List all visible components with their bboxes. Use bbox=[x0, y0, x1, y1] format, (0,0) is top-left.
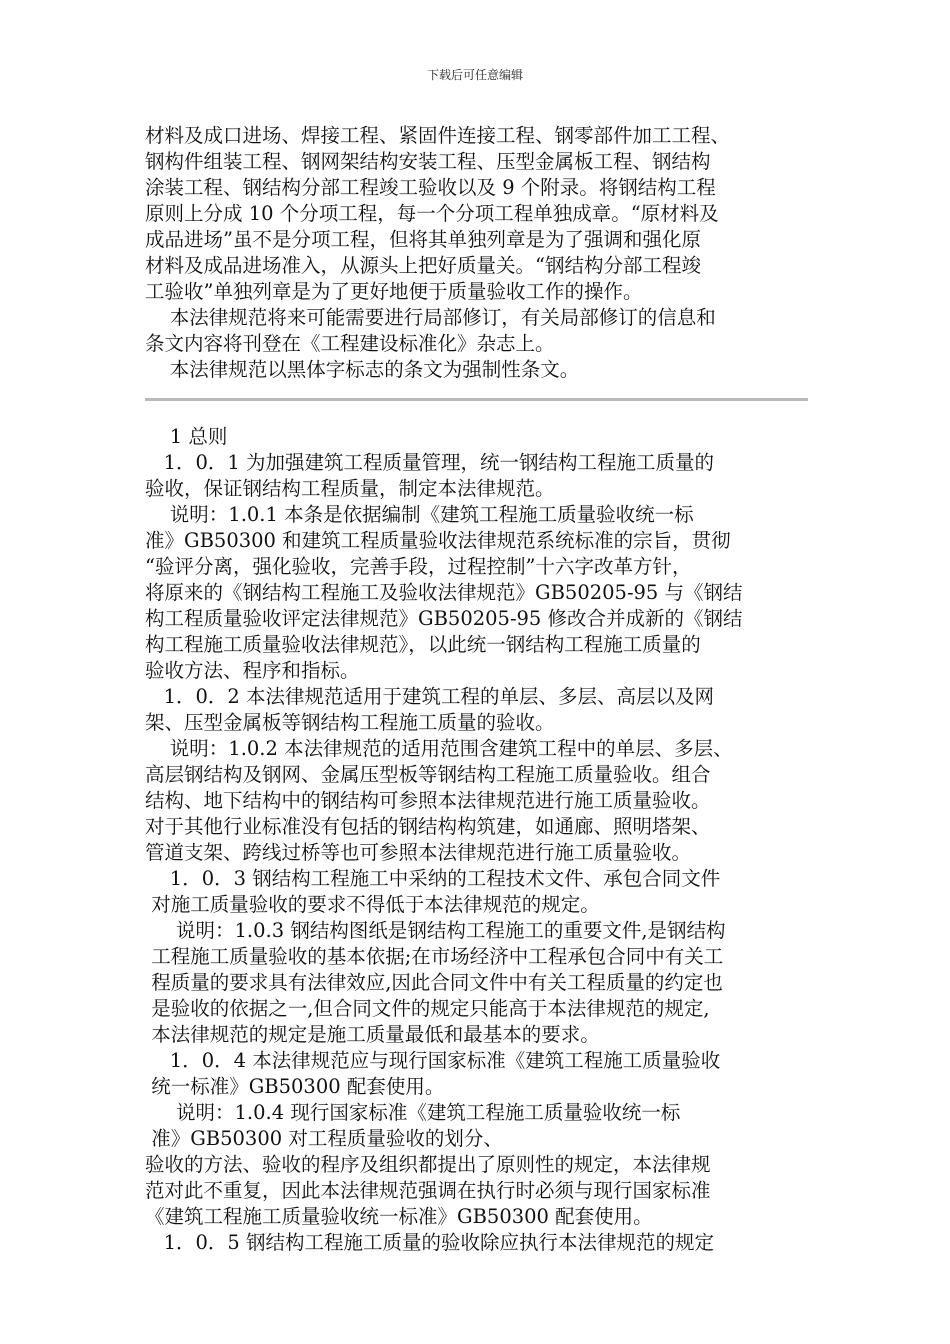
text-line: 材料及成口进场、焊接工程、紧固件连接工程、钢零部件加工工程、 bbox=[145, 124, 731, 147]
text-line: 本法律规范将来可能需要进行局部修订，有关局部修订的信息和 bbox=[145, 306, 716, 329]
text-line: 本法律规范以黑体字标志的条文为强制性条文。 bbox=[145, 358, 580, 381]
text-line: 本法律规范的规定是施工质量最低和最基本的要求。 bbox=[145, 1023, 600, 1046]
text-line: 说明：1.0.1 本条是依据编制《建筑工程施工质量验收统一标 bbox=[145, 503, 694, 526]
text-line: 1．0．2 本法律规范适用于建筑工程的单层、多层、高层以及网 bbox=[145, 685, 715, 708]
text-line: 说明：1.0.4 现行国家标准《建筑工程施工质量验收统一标 bbox=[145, 1101, 681, 1124]
text-line: 对于其他行业标准没有包括的钢结构构筑建，如通廊、照明塔架、 bbox=[145, 815, 711, 838]
text-line: 成品进场”虽不是分项工程，但将其单独列章是为了强调和强化原 bbox=[145, 228, 701, 251]
text-line: 1．0．1 为加强建筑工程质量管理，统一钢结构工程施工质量的 bbox=[145, 451, 715, 474]
text-line: 《建筑工程施工质量验收统一标准》GB50300 配套使用。 bbox=[145, 1205, 653, 1228]
text-line: “验评分离，强化验收，完善手段，过程控制”十六字改革方针， bbox=[145, 555, 692, 578]
text-line: 工程施工质量验收的基本依据;在市场经济中工程承包合同中有关工 bbox=[145, 945, 724, 968]
text-line: 验收方法、程序和指标。 bbox=[145, 659, 360, 682]
text-line: 对施工质量验收的要求不得低于本法律规范的规定。 bbox=[145, 893, 600, 916]
text-line: 管道支架、跨线过桥等也可参照本法律规范进行施工质量验收。 bbox=[145, 841, 692, 864]
text-line: 说明：1.0.3 钢结构图纸是钢结构工程施工的重要文件,是钢结构 bbox=[145, 919, 726, 942]
text-line: 说明：1.0.2 本法律规范的适用范围含建筑工程中的单层、多层、 bbox=[145, 737, 733, 760]
text-line: 统一标准》GB50300 配套使用。 bbox=[145, 1075, 445, 1098]
text-line: 钢构件组装工程、钢网架结构安装工程、压型金属板工程、钢结构 bbox=[145, 150, 711, 173]
general-provisions-section bbox=[145, 424, 810, 1256]
text-line: 构工程施工质量验收法律规范》，以此统一钢结构工程施工质量的 bbox=[145, 633, 701, 656]
text-line: 准》GB50300 对工程质量验收的划分、 bbox=[145, 1127, 503, 1150]
text-line: 程质量的要求具有法律效应,因此合同文件中有关工程质量的约定也 bbox=[145, 971, 723, 994]
text-line: 准》GB50300 和建筑工程质量验收法律规范系统标准的宗旨，贯彻 bbox=[145, 529, 731, 552]
text-line: 1．0．5 钢结构工程施工质量的验收除应执行本法律规范的规定 bbox=[145, 1231, 715, 1254]
text-line: 1．0．3 钢结构工程施工中采纳的工程技术文件、承包合同文件 bbox=[145, 867, 721, 890]
text-line: 范对此不重复，因此本法律规范强调在执行时必须与现行国家标准 bbox=[145, 1179, 711, 1202]
text-line: 条文内容将刊登在《工程建设标准化》杂志上。 bbox=[145, 332, 555, 355]
text-line: 构工程质量验收评定法律规范》GB50205-95 修改合并成新的《钢结 bbox=[145, 607, 743, 630]
text-line: 结构、地下结构中的钢结构可参照本法律规范进行施工质量验收。 bbox=[145, 789, 711, 812]
intro-section bbox=[145, 123, 810, 383]
section-heading: 1 总则 bbox=[145, 425, 228, 448]
text-line: 验收，保证钢结构工程质量，制定本法律规范。 bbox=[145, 477, 555, 500]
text-line: 材料及成品进场准入，从源头上把好质量关。“钢结构分部工程竣 bbox=[145, 254, 701, 277]
text-line: 验收的方法、验收的程序及组织都提出了原则性的规定，本法律规 bbox=[145, 1153, 711, 1176]
text-line: 高层钢结构及钢网、金属压型板等钢结构工程施工质量验收。组合 bbox=[145, 763, 711, 786]
text-line: 原则上分成 10 个分项工程，每一个分项工程单独成章。“原材料及 bbox=[145, 202, 719, 225]
text-line: 将原来的《钢结构工程施工及验收法律规范》GB50205-95 与《钢结 bbox=[145, 581, 743, 604]
text-line: 涂装工程、钢结构分部工程竣工验收以及 9 个附录。将钢结构工程 bbox=[145, 176, 716, 199]
text-line: 工验收”单独列章是为了更好地便于质量验收工作的操作。 bbox=[145, 280, 643, 303]
text-line: 1．0．4 本法律规范应与现行国家标准《建筑工程施工质量验收 bbox=[145, 1049, 721, 1072]
page-header: 下载后可任意编辑 bbox=[426, 68, 523, 82]
page-divider bbox=[145, 398, 808, 401]
text-line: 架、压型金属板等钢结构工程施工质量的验收。 bbox=[145, 711, 555, 734]
text-line: 是验收的依据之一,但合同文件的规定只能高于本法律规范的规定, bbox=[145, 997, 710, 1020]
